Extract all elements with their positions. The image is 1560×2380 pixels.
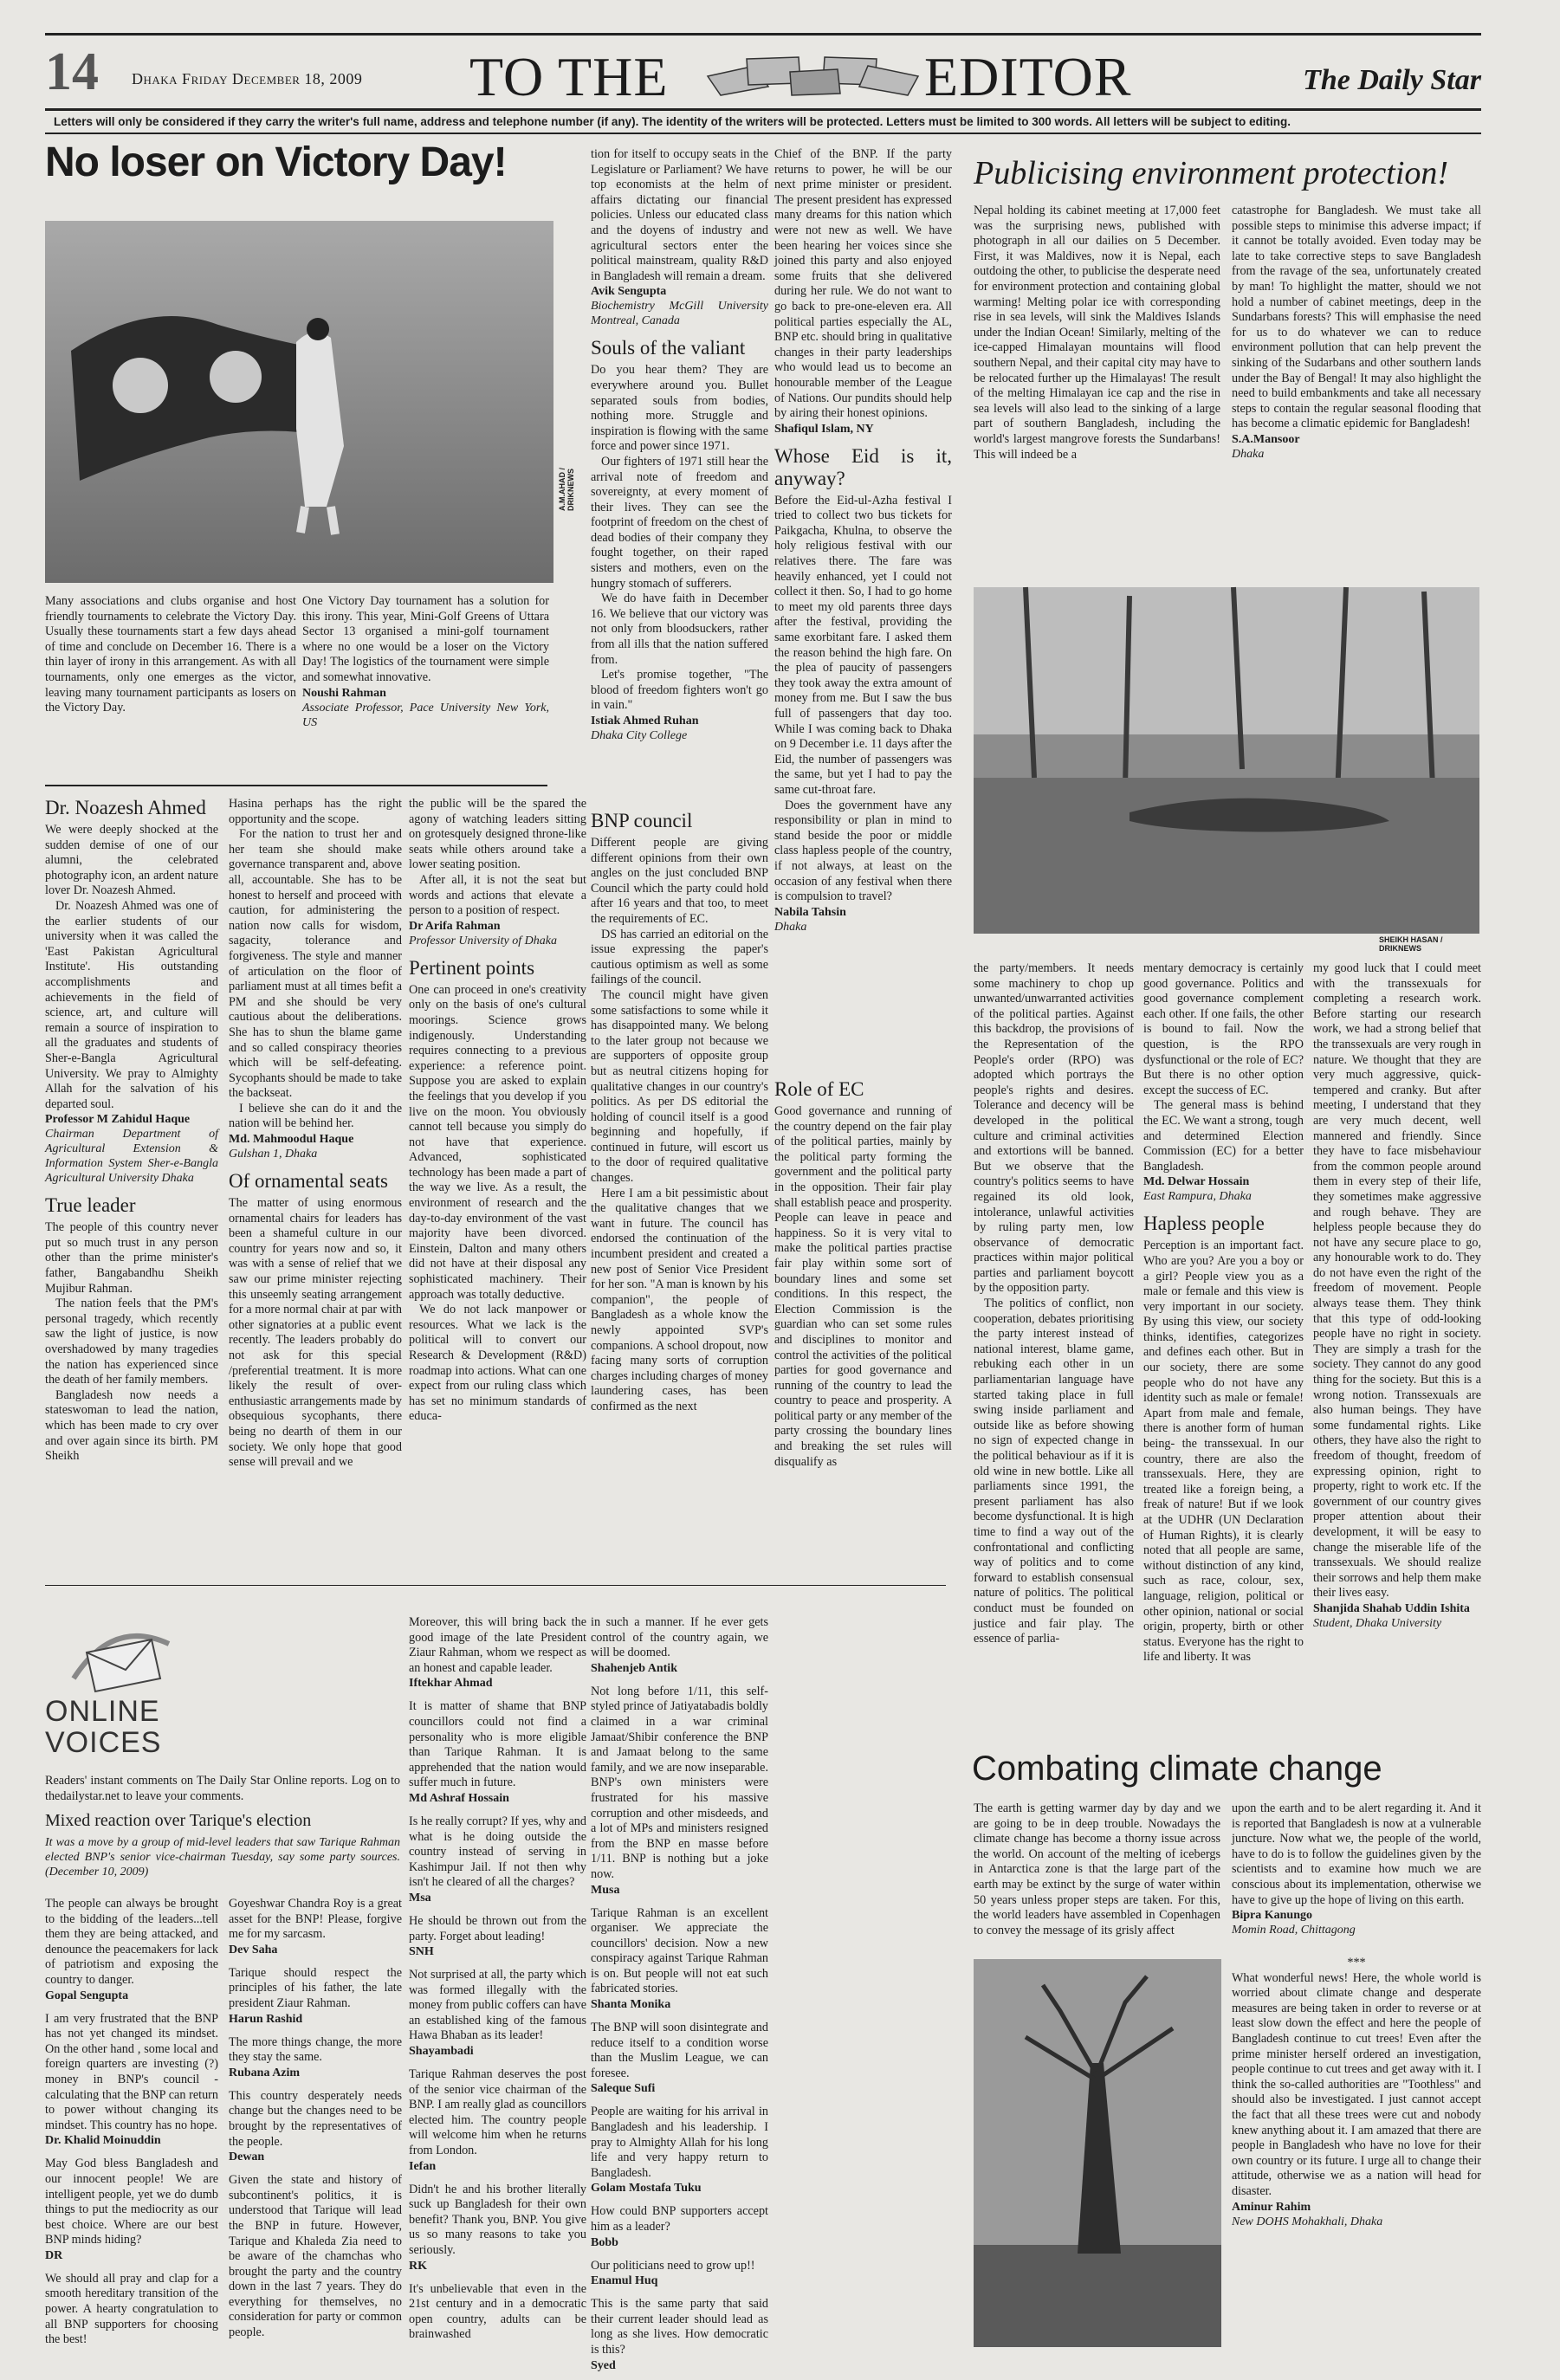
letters-notice: Letters will only be considered if they carry the writer's full name, address and telephone number (if any). The identity of the writers will be protected. Letters must be limited to 300 words. All letters will be subject to editing. (45, 108, 1481, 134)
comment-author: Bobb (591, 2235, 618, 2249)
transsexuals-column: my good luck that I could meet with the transsexuals for completing a research work. Before starting our research work, we had a strong belief that the transsexuals are very rough in nature. We thought that they are very much aggressive, quick-tempered and cranky. But after meeting, I understand that they are very much decent, well mannered and friendly. Since they have to face misbehaviour from the common people around them in every step of their life, they sometimes make aggressive and rough behave. They are helpless people because they do not have any secure place to go, any honourable work to do. They do not have even the right of the freedom of movement. People always tease them. They think that this type of odd-looking people have no right in society. They are simply a trash for the society. They cannot do any good thing for the society. But this is a wrong notion. Transsexuals are also human beings. They have some fundamental rights. Like others, they have also the right to freedom of thought, freedom of expressing opinion, right to property, right to work etc. If the government of our country gives proper attention about their development, it will be easy to change the miserable life of the transsexuals. We should realize their sorrows and help them make their lives easy. Shanjida Shahab Uddin Ishita Student, Dhaka University (1313, 961, 1481, 1630)
comment-author: Saleque Sufi (591, 2082, 656, 2096)
comment-text: This is the same party that said their current leader should lead as long as she lives. How democratic is this? (591, 2297, 768, 2357)
comment-text: He should be thrown out from the party. Forget about leading! (409, 1913, 586, 1943)
comment-author: Shahenjeb Antik (591, 1661, 677, 1675)
eid-letter-column: Chief of the BNP. If the party returns to power, he will be our next prime minister or president. The present president has expressed many dreams for this nation which were not new as well. We have been hearing her voices since she joined this party and also enjoyed some fruits that she delivered during her rule. We do not want to go back to pre-one-eleven era. All political parties especially the AL, BNP etc. should bring in qualitative changes in their party leaderships who would lead us to become an honourable member of the League of Nations. Our pundits should help by airing their honest opinions. Shafiqul Islam, NY Whose Eid is it, anyway? Before the Eid-ul-Azha festival I tried to collect two bus tickets for Paikgacha, Khulna, to observe the holy religious festival with our relatives there. The fare was heavily enhanced, yet I could not collect it then. So, I had to go home to meet my old parents three days after the festival, providing the same exorbitant fare. I asked them the reason behind the high fare. On the plea of paucity of passengers they took away the extra amount of money from me. But I saw the bus full of passengers that day too. While I was coming back to Dhaka on 9 December i.e. 11 days after the Eid, the number of passengers was the same, but yet I had to pay the same cut-throat fare. Does the government have any responsibility or plan in mind to stand beside the poor or middle class hapless people of the country, if not always, at least on the occasion of any festival when there is compulsion to travel? Nabila Tahsin Dhaka (774, 147, 952, 934)
crocodile-forest-image (974, 587, 1479, 934)
climate-letter-two: *** What wonderful news! Here, the whole world is worried about climate change and desperate measures are being taken in order to reverse or at least slow down the effect and here the people of Bangladesh continue to cut trees! Even after the prime minister herself ordered an investigation, people continue to cut trees and get away with it. I think the so-called authorities are "Toothless" and should also be investigated. I just cannot accept the fact that all these trees were cut and nobody knew anything about it. I am amazed that there are people in Bangladesh who have no love for their own country or its future. I urge all to change their attitude, otherwise we as a nation will head for disaster. Aminur Rahim New DOHS Mohakhali, Dhaka (1232, 1956, 1481, 2228)
comment-text: Didn't he and his brother literally suck up Bangladesh for their own benefit? Thank you, BNP. You give us so many reasons to take you seriously. (409, 2182, 586, 2257)
online-comments-col-1 (45, 1897, 218, 2347)
comment-author: Musa (591, 1883, 620, 1897)
comment-text: It's unbelievable that even in the 21st century and in a democratic open country, adults can be brainwashed (409, 2281, 586, 2342)
bnp-council-column: BNP council Different people are giving different opinions from their own angles on the just concluded BNP Council which the party could hold after 16 years and that too, to meet the requirements of EC. DS has carried an editorial on the issue expressing the paper's cautious optimism as well as some failings of the council. The council might have given some satisfactions to some while it has disappointed many. We belong to the later group not because we are supporters of opposite group but as neutral citizens hoping for qualitative changes in our country's politics. As per DS editorial the holding of council itself is a good beginning and hopefully, if continued in future, will escort us to the door of required qualitative changes. Here I am a bit pessimistic about the qualitative changes that we want in future. The council has endorsed the continuation of the incumbent president and created a new post of Senior Vice President for her son. "A man is known by his companion", the people of Bangladesh as a whole know the newly appointed SVP's companions. A school dropout, now facing many sorts of corruption charges including charges of money laundering cases, has been confirmed as the next (591, 810, 768, 1413)
comment-author: Golam Mostafa Tuku (591, 2182, 702, 2196)
comment-author: Dr. Khalid Moinuddin (45, 2134, 161, 2148)
comment-author: SNH (409, 1945, 434, 1959)
comment-text: I am very frustrated that the BNP has not yet changed its mindset. On the other hand , some local and foreign quarters are investing (?) money in BNP's council - calculating that the BNP can return to power without changing its mindset. This country has no hope. (45, 2011, 218, 2132)
environment-headline: Publicising environment protection! (974, 155, 1449, 191)
section-title-left: TO THE (469, 46, 669, 107)
comment-text: Not long before 1/11, this self-styled prince of Jatiyatabadis boldly claimed in a war criminal Jamaat/Shibir conference the BNP and Jamaat belong to the same family, and we are now inseparable. BNP's own ministers were frustrated for his massive corruption and other misdeeds, and a lot of MPs and ministers resigned from the BNP en masse before 1/11. BNP is nothing but a joke now. (591, 1684, 768, 1881)
comment-text: Is he really corrupt? If yes, why and what is he doing outside the country instead of serving in Kashimpur Jail. If not then why isn't he cleared of all the charges? (409, 1814, 586, 1890)
comment-text: The people can always be brought to the bidding of the leaders...tell them they are being attacked, and denounce the peacemakers for lack of patriotism and exposing the country to danger. (45, 1897, 218, 1987)
ornamental-seats-heading: Of ornamental seats (229, 1170, 388, 1193)
comment-author: Rubana Azim (229, 2066, 301, 2079)
climate-headline: Combating climate change (972, 1749, 1382, 1788)
victory-photo-credit: A.M.AHAD / DRIKNEWS (558, 468, 575, 511)
comment-author: Iefan (409, 2159, 437, 2173)
online-voices-heading: Mixed reaction over Tarique's election (45, 1811, 312, 1831)
comment-text: in such a manner. If he ever gets control of the country again, we will be doomed. (591, 1615, 768, 1660)
sundarbans-photo (974, 587, 1479, 934)
comment-text: Our politicians need to grow up!! (591, 2258, 755, 2273)
comment-author: Dewan (229, 2150, 265, 2164)
comment-text: This country desperately needs change but the changes need to be brought by the representatives of the people. (229, 2088, 402, 2149)
comment-author: Syed (591, 2358, 616, 2372)
comment-author: Shayambadi (409, 2045, 474, 2059)
comment-author: DR (45, 2248, 63, 2262)
comment-text: Tarique should respect the principles of his father, the late president Ziaur Rahman. (229, 1965, 402, 2010)
tree-photo (974, 1959, 1221, 2347)
envelope-icon (69, 1627, 173, 1696)
victory-author: Noushi Rahman (302, 686, 386, 700)
comment-text: It is matter of shame that BNP councillors could not find a personality who is more eligible than Tarique Rahman. It is apprehended that the nation would suffer much in future. (409, 1699, 586, 1790)
victory-headline: No loser on Victory Day! (45, 139, 507, 185)
flag-runner-image (45, 221, 553, 583)
newspaper-page (45, 26, 1481, 2372)
comment-text: Given the state and history of subcontinent's politics, it is understood that Tarique will lead the BNP in future. However, Tarique and Khaleda Zia need to be aware of the chamchas who brought the party and the country down in the last 7 years. They do everything for themselves, no consideration for party or common people. (229, 2173, 402, 2340)
eid-heading: Whose Eid is it, anyway? (774, 444, 952, 489)
ec-continued-column: the party/members. It needs some machinery to chop up unwanted/unwarranted activities of the political parties. Against this backdrop, the provisions of the Representation of the People's order (RPO) was adopted which portrays the people's rights and desires. Tolerance and decency will be developed in the political culture and criminal activities and extortions will be banned. But we observe that the country's politics seems to have regained its old look, intolerance, unlawful activities by ruling party men, low observance of democratic practices within major political parties and parliament boycott by the opposition party. The politics of conflict, non cooperation, debates prioritising the party interest instead of national interest, blame game, rebuking each other in un parliamentarian language have started taking place in full swing inside parliament and outside like as before showing no sign of expected change in the political behaviour as if it is old wine in new bottle. Like all parliaments since 1991, the present parliament has also become dysfunctional. It is high time to find a way out of the confrontational and conflicting way of politics and to come forward to establish consensual nature of politics. The political conduct must be founded on justice and fair play. The essence of parlia- (974, 961, 1134, 1646)
comment-text: Tarique Rahman is an excellent organiser. We appreciate the councillors' decision. Now a new conspiracy against Tarique Rahman is on. But people will not eat such fabricated stories. (591, 1905, 768, 1996)
newspaper-logo: The Daily Star (1303, 64, 1481, 96)
pertinent-points-heading: Pertinent points (409, 956, 535, 979)
top-rule (45, 33, 1481, 36)
online-comments-col-4 (591, 1615, 768, 2372)
comment-author: Harun Rashid (229, 2012, 303, 2026)
victory-photo (45, 221, 553, 583)
victory-divider (45, 785, 547, 786)
true-leader-heading: True leader (45, 1194, 136, 1217)
victory-body-left: Many associations and clubs organise and host friendly tournaments to celebrate the Victory Day. Usually these tournaments start a few days ahead of time and conclude on December 16. There is a thin layer of irony in this arrangement. As with all tournaments, only one emerges as the victor, leaving many tournament participants as losers on the Victory Day. (45, 594, 296, 715)
dead-tree-image (974, 1959, 1221, 2347)
online-comments-col-3 (409, 1615, 586, 2347)
online-voices-logo: ONLINE VOICES (45, 1627, 244, 1765)
climate-body-right: upon the earth and to be alert regarding it. And it is reported that Bangladesh is now at a vulnerable juncture. Now what we, the people of the world, have to do is to follow the guidelines given by the scientists and to examine how much we are conscious about its implementation, otherwise we have to give up the hope of living on this earth. Bipra Kanungo Momin Road, Chittagong (1232, 1801, 1481, 1937)
online-voices-intro: Readers' instant comments on The Daily Star Online reports. Log on to thedailystar.net to leave your comments. Mixed reaction over Tarique's election It was a move by a group of mid-level leaders that saw Tarique Rahman elected BNP's senior vice-chairman Tuesday, say some party sources. (December 10, 2009) (45, 1774, 400, 1879)
role-of-ec-column: Role of EC Good governance and running of the country depend on the fair play of the political parties, mainly by the political party forming the government and the political party in the opposition. Their fair play shall establish peace and prosperity. People can leave in peace and happiness. So it is very vital to make the political parties practise fair play within some sort of boundary lines and some set conditions. In this respect, the Election Commission is the guardian who can set some rules and disciplines to monitor and control the activities of the political parties for good governance and running of the country to lead the country to peace and prosperity. A political party or any member of the party crossing the boundary lines and breaking the set rules will disqualify as (774, 1078, 952, 1469)
rd-letter-column: tion for itself to occupy seats in the Legislature or Parliament? We have top economists at the helm of affairs dictating our financial policies. Unless our educated class and the doyens of industry and agricultural sectors enter the political mainstream, quality R&D in Bangladesh will remain a dream. Avik Sengupta Biochemistry McGill University Montreal, Canada Souls of the valiant Do you hear them? They are everywhere around you. Bullet separated souls from bodies, nothing more. Struggle and inspiration is flowing with the same force and power since 1971. Our fighters of 1971 still hear the arrival note of freedom and sovereignty, at every moment of their lives. They can see the footprint of freedom on the chest of dead bodies of their company they fought together, on their raped sisters and mothers, even on the hungry stomach of sufferers. We do have faith in December 16. We believe that our victory was not only from bloodsuckers, rather from all ills that the nation suffered from. Let's promise together, "The blood of freedom fighters won't go in vain." Istiak Ahmed Ruhan Dhaka City College (591, 147, 768, 742)
comment-text: The BNP will soon disintegrate and reduce itself to a condition worse than the Muslim League, we can foresee. (591, 2021, 768, 2080)
comment-text: The more things change, the more they stay the same. (229, 2034, 402, 2065)
role-of-ec-heading: Role of EC (774, 1078, 864, 1100)
environment-body-right: catastrophe for Bangladesh. We must take all possible steps to minimise this adverse impact; if it cannot be totally avoided. Even today may be late to take corrective steps to save Bangladesh from the ravage of the sea, unfortunately created by man! To highlight the matter, should we not hold a number of cabinet meetings, deep in the Sundarbans forests? This will emphasise the need for us to do whatever we can to reduce environment pollution that can help prevent the sinking of the Sudarbans and other southern lands under the Bay of Bengal! It may also highlight the need to build embankments and take all necessary steps to contain the regular seasonal flooding that has become a climatic epidemic for Bangladesh! S.A.Mansoor Dhaka (1232, 204, 1481, 461)
online-comments-col-2 (229, 1897, 402, 2347)
bnp-council-heading: BNP council (591, 810, 693, 831)
comment-text: Tarique Rahman deserves the post of the senior vice chairman of the BNP. I am really glad as councillors elected him. The country people will welcome him when he returns from London. (409, 2067, 586, 2158)
noazesh-heading: Dr. Noazesh Ahmed (45, 797, 206, 818)
comment-text: How could BNP supporters accept him as a leader? (591, 2204, 768, 2234)
comment-text: Moreover, this will bring back the good image of the late President Ziaur Rahman, whom we respect as an honest and capable leader. (409, 1615, 586, 1675)
section-title-right: EDITOR (924, 46, 1132, 107)
comment-author: Msa (409, 1891, 431, 1905)
sundarbans-photo-credit: SHEIKH HASAN / DRIKNEWS (1379, 935, 1443, 953)
comment-author: Iftekhar Ahmad (409, 1677, 493, 1691)
noazesh-column: Dr. Noazesh Ahmed We were deeply shocked at the sudden demise of one of our alumni, the celebrated photography icon, an ardent nature lover Dr. Noazesh Ahmed. Dr. Noazesh Ahmed was one of the earlier students of our university when it was called the 'East Pakistan Agricultural Institute'. His outstanding accomplishments and achievements in the field of science, art, and culture will remain a source of inspiration to all the graduates and students of Sher-e-Bangla Agricultural University. We pray to Almighty Allah for the salvation of his departed soul. Professor M Zahidul Haque Chairman Department of Agricultural Extension & Information System Sher-e-Bangla Agricultural University Dhaka True leader The people of this country never put so much trust in any person other than the prime minister's father, Bangabandhu Sheikh Mujibur Rahman. The nation feels that the PM's personal tragedy, which recently saw the light of justice, is now overshadowed by many tragedies the nation has experienced since the death of her family members. Bangladesh now needs a stateswoman to lead the nation, which has been made to cry over and over again since its birth. PM Sheikh (45, 797, 218, 1464)
comment-text: Goyeshwar Chandra Roy is a great asset for the BNP! Please, forgive me for my sarcasm. (229, 1897, 402, 1942)
victory-body-right: One Victory Day tournament has a solution for this irony. This year, Mini-Golf Greens of Uttara Sector 13 organised a mini-golf tournament where no one would be a loser on the Victory Day! The logistics of the tournament were simple and somewhat innovative. Noushi Rahman Associate Professor, Pace University New York, US (302, 594, 549, 729)
page-date: Dhaka Friday December 18, 2009 (132, 70, 363, 87)
hapless-people-column: mentary democracy is certainly good governance. Politics and good governance complement each other. If one fails, the other is bound to fail. Now the question, is the RPO dysfunctional or the role of EC? But there is no other option except the success of EC. The general mass is behind the EC. We want a strong, tough and determined Election Commission (EC) for a better Bangladesh. Md. Delwar Hossain East Rampura, Dhaka Hapless people Perception is an important fact. Who are you? Are you a boy or a girl? People view you as a male or female and this view is very important in our society. By using this view, our society thinks, identifies, categorizes and defines each other. But in our society, there are some people who do not have any identity such as male or female! Apart from male and female, there is another form of human being- the transsexual. In our country, there are also the transsexuals. Here, they are treated like a foreign being, a freak of nature! But if we look at the UDHR (UN Declaration of Human Rights), it is clearly noted that all people are same, without distinction of any kind, such as race, colour, sex, language, religion, political or other opinion, national or social origin, property, birth or other status. Everyone has the right to life and liberty. It was (1143, 961, 1304, 1665)
ornamental-seats-column: Hasina perhaps has the right opportunity and the scope. For the nation to trust her and her team she should make governance transparent and, above all, accountable. She has to be honest to herself and proceed with caution, for administering the nation now calls for wisdom, sagacity, tolerance and forgiveness. The style and manner of articulation on the floor of parliament must at all times befit a PM and she should be very cautious about the deliberations. She has to shun the blame game and so called conspiracy theories which will be self-defeating. Sycophants should be made to take the backseat. I believe she can do it and the nation will be behind her. Md. Mahmoodul Haque Gulshan 1, Dhaka Of ornamental seats The matter of using enormous ornamental chairs for leaders has been a shameful culture in our country for years now and so, it was with a sense of relief that we saw our prime minister rejecting this unseemly seating arrangement for a more normal chair at par with other signatories at a public event recently. The leaders probably do not ask for this special /preferential treatment. It is more likely the result of over-enthusiastic arrangements made by obsequious sycophants, there being no dearth of them in our society. We only hope that good sense will prevail and we (229, 797, 402, 1470)
comment-author: Shanta Monika (591, 1998, 671, 2012)
comment-author: Md Ashraf Hossain (409, 1791, 509, 1805)
souls-heading: Souls of the valiant (591, 337, 746, 359)
comment-author: Enamul Huq (591, 2274, 658, 2288)
comment-text: Not surprised at all, the party which was formed illegally with the money from public coffers can have an established king of the famous Hawa Bhaban as its leader! (409, 1968, 586, 2043)
masthead (45, 42, 1481, 107)
hapless-people-heading: Hapless people (1143, 1213, 1265, 1235)
page-number: 14 (45, 42, 99, 101)
victory-affiliation: Associate Professor, Pace University New York, US (302, 701, 549, 729)
pertinent-points-column: the public will be the spared the agony of watching leaders sitting on grotesquely designed throne-like seats while others around take a lower seating position. After all, it is not the seat but words and actions that elevate a person to a position of respect. Dr Arifa Rahman Professor University of Dhaka Pertinent points One can proceed in one's creativity only on the basis of one's cultural moorings. Science grows indigenously. Understanding requires connecting to a previous experience: a reference point. Suppose you are asked to explain the feelings that you develop if you live on the moon. You obviously cannot tell because you simply do not have that experience. Advanced, sophisticated technology has been made a part of the way we live. As a result, the environment of research and the day-to-day environment of the vast majority have been divorced. Einstein, Dalton and many others did not have at their disposal any sophisticated machinery. Their approach was totally deductive. We do not lack manpower or resources. What we lack is the political will to convert our Research & Development (R&D) roadmap into actions. What can one expect from our ruling class which has set no minimum standards of educa- (409, 797, 586, 1424)
climate-body-left: The earth is getting warmer day by day and we are going to be in deep trouble. Nowadays the climate change has become a thorny issue across the world. On account of the melting of icebergs in Antarctica zone is that the large part of the earth may be extinct by the surge of water within 50 years unless proper steps are taken. For this, the world leaders have assembled in Copenhagen to convey the message of its grisly affect (974, 1801, 1220, 1937)
comment-author: Dev Saha (229, 1943, 278, 1956)
comment-author: Gopal Sengupta (45, 1989, 129, 2002)
comment-text: People are waiting for his arrival in Bangladesh and his leadership. I pray to Almighty Allah for his long life and very happy return to Bangladesh. (591, 2105, 768, 2180)
comment-text: We should all pray and clap for a smooth hereditary transition of the power. A hearty congratulation to all BNP supporters for choosing the best! (45, 2271, 218, 2347)
envelopes-icon (703, 50, 924, 98)
comment-author: RK (409, 2259, 427, 2273)
environment-body-left: Nepal holding its cabinet meeting at 17,000 feet was the surprising news, published with photograph in all our dailies on 5 December. First, it was Maldives, now it is Nepal, each outdoing the other, to publicise the desperate need for environment protection and containing global warming! Melting polar ice with corresponding rise in sea levels, will sink the Maldives Islands under the Indian Ocean! Similarly, melting of the ice-capped Himalayan mountains will flood southern Nepal, and their capital city may have to be relocated further up the Himalayas! The result of the melting Himalayan ice cap and the rise in sea levels will also lead to the sinking of a large part of southern Bangladesh, including the world's largest mangrove forests the Sundarbans! This will indeed be a (974, 204, 1220, 462)
online-voices-divider (45, 1585, 946, 1586)
comment-text: May God bless Bangladesh and our innocent people! We are intelligent people, yet we do dumb things to put the mediocrity as our best choice. Where are our best BNP minds hiding? (45, 2157, 218, 2247)
